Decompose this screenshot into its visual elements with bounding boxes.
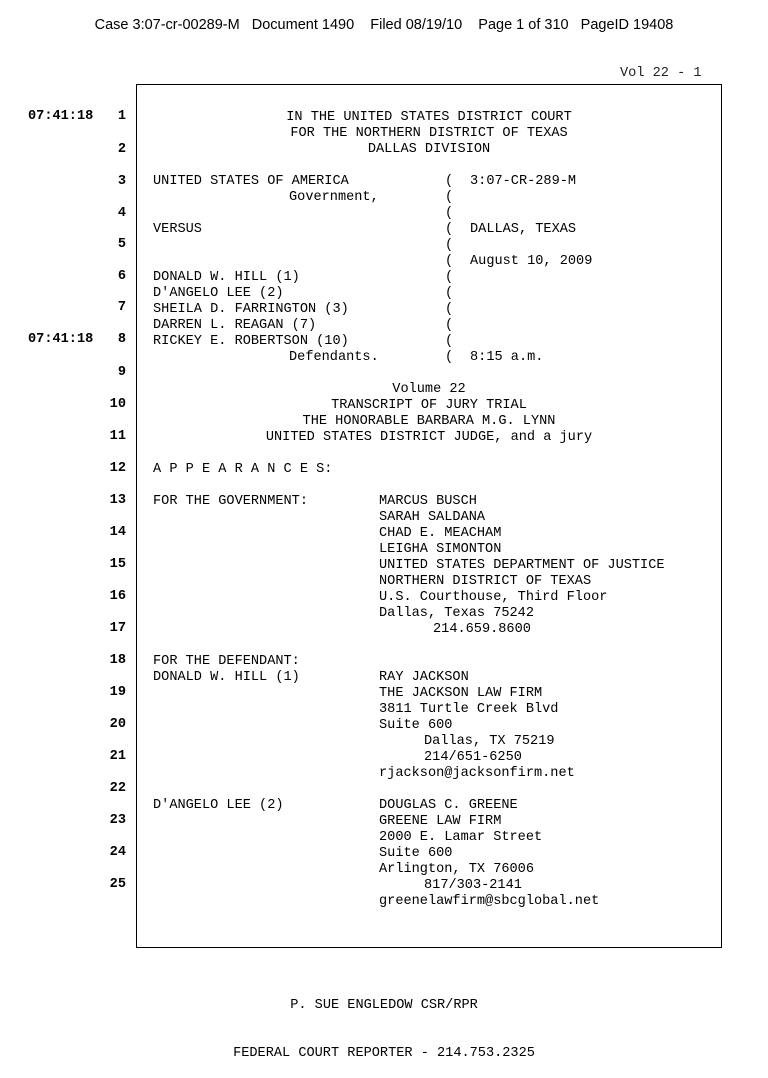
plaintiff: UNITED STATES OF AMERICA: [153, 174, 349, 189]
counsel-line: RAY JACKSON: [379, 670, 469, 685]
counsel-line: Suite 600: [379, 846, 453, 861]
counsel-line: GREENE LAW FIRM: [379, 814, 502, 829]
line-number: 22: [109, 781, 126, 796]
line-number: 19: [109, 685, 126, 700]
counsel-line: 3811 Turtle Creek Blvd: [379, 702, 559, 717]
caption-paren: (: [445, 318, 454, 333]
caption-paren: (: [445, 190, 454, 205]
caption-paren: (: [445, 222, 454, 237]
line-number: 11: [109, 429, 126, 444]
line-number: 16: [109, 589, 126, 604]
counsel-line: SARAH SALDANA: [379, 510, 486, 525]
counsel-line: Arlington, TX 76006: [379, 862, 534, 877]
counsel-line: THE JACKSON LAW FIRM: [379, 686, 543, 701]
line-number: 6: [117, 269, 126, 284]
counsel-email: greenelawfirm@sbcglobal.net: [379, 894, 600, 909]
line-number: 18: [109, 653, 126, 668]
versus: VERSUS: [153, 222, 202, 237]
court-division: DALLAS DIVISION: [367, 142, 491, 157]
judge-name: THE HONORABLE BARBARA M.G. LYNN: [302, 414, 556, 429]
caption-paren: (: [445, 350, 454, 365]
defendant-name: SHEILA D. FARRINGTON (3): [153, 302, 349, 317]
counsel-line: 214.659.8600: [433, 622, 531, 637]
court-district: FOR THE NORTHERN DISTRICT OF TEXAS: [290, 126, 568, 141]
counsel-line: MARCUS BUSCH: [379, 494, 477, 509]
reporter-title: FEDERAL COURT REPORTER - 214.753.2325: [233, 1046, 535, 1061]
defendant-name: RICKEY E. ROBERTSON (10): [153, 334, 349, 349]
counsel-line: 214/651-6250: [424, 750, 522, 765]
defendant-client: D'ANGELO LEE (2): [153, 798, 284, 813]
timestamp: 07:41:18: [28, 109, 94, 124]
case-time: 8:15 a.m.: [470, 350, 544, 365]
caption-paren: (: [445, 206, 454, 221]
line-number: 7: [117, 300, 126, 315]
line-number: 24: [109, 845, 126, 860]
volume-number: Volume 22: [392, 382, 466, 397]
line-number: 17: [109, 621, 126, 636]
counsel-line: Dallas, Texas 75242: [379, 606, 534, 621]
volume-tag: Vol 22 - 1: [620, 66, 702, 81]
caption-paren: (: [445, 302, 454, 317]
case-date: August 10, 2009: [470, 254, 593, 269]
line-number: 14: [109, 525, 126, 540]
line-number: 15: [109, 557, 126, 572]
line-number: 20: [109, 717, 126, 732]
line-number: 2: [117, 142, 126, 157]
line-number: 1: [117, 109, 126, 124]
counsel-line: DOUGLAS C. GREENE: [379, 798, 518, 813]
line-number: 5: [117, 237, 126, 252]
case-location: DALLAS, TEXAS: [470, 222, 577, 237]
counsel-email: rjackson@jacksonfirm.net: [379, 766, 575, 781]
caption-paren: (: [445, 174, 454, 189]
defendants-role: Defendants.: [289, 350, 379, 365]
line-number: 9: [117, 365, 126, 380]
judge-title: UNITED STATES DISTRICT JUDGE, and a jury: [265, 430, 593, 445]
line-number: 13: [109, 493, 126, 508]
line-number: 8: [117, 332, 126, 347]
counsel-line: UNITED STATES DEPARTMENT OF JUSTICE: [379, 558, 665, 573]
reporter-name: P. SUE ENGLEDOW CSR/RPR: [290, 998, 478, 1013]
line-number: 12: [109, 461, 126, 476]
caption-paren: (: [445, 238, 454, 253]
counsel-line: CHAD E. MEACHAM: [379, 526, 502, 541]
caption-paren: (: [445, 334, 454, 349]
counsel-line: U.S. Courthouse, Third Floor: [379, 590, 608, 605]
plaintiff-role: Government,: [289, 190, 379, 205]
timestamp: 07:41:18: [28, 332, 94, 347]
document-header: Case 3:07-cr-00289-M Document 1490 Filed 08/19/10 Page 1 of 310 PageID 19408: [94, 17, 674, 33]
court-reporter-footer: [0, 966, 768, 1078]
transcript-title: TRANSCRIPT OF JURY TRIAL: [331, 398, 527, 413]
line-number: 21: [109, 749, 126, 764]
counsel-line: NORTHERN DISTRICT OF TEXAS: [379, 574, 592, 589]
case-number: 3:07-CR-289-M: [470, 174, 577, 189]
appearances-heading: A P P E A R A N C E S:: [153, 462, 333, 477]
defendant-name: DARREN L. REAGAN (7): [153, 318, 317, 333]
counsel-line: Dallas, TX 75219: [424, 734, 555, 749]
defendant-label: FOR THE DEFENDANT:: [153, 654, 300, 669]
line-number: 23: [109, 813, 126, 828]
counsel-line: 2000 E. Lamar Street: [379, 830, 543, 845]
caption-paren: (: [445, 270, 454, 285]
government-label: FOR THE GOVERNMENT:: [153, 494, 308, 509]
caption-paren: (: [445, 286, 454, 301]
line-number: 10: [109, 397, 126, 412]
counsel-line: Suite 600: [379, 718, 453, 733]
defendant-name: D'ANGELO LEE (2): [153, 286, 284, 301]
line-number: 3: [117, 174, 126, 189]
defendant-name: DONALD W. HILL (1): [153, 270, 300, 285]
defendant-client: DONALD W. HILL (1): [153, 670, 300, 685]
counsel-line: LEIGHA SIMONTON: [379, 542, 502, 557]
line-number: 25: [109, 877, 126, 892]
counsel-line: 817/303-2141: [424, 878, 522, 893]
caption-paren: (: [445, 254, 454, 269]
court-name: IN THE UNITED STATES DISTRICT COURT: [286, 110, 572, 125]
line-number: 4: [117, 206, 126, 221]
